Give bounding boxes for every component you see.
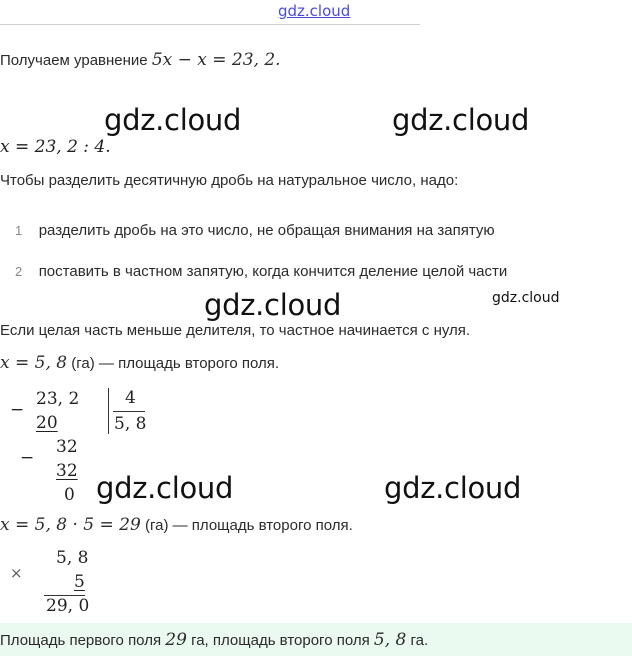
division-final: 0 xyxy=(64,485,75,505)
multiplication-math: x = 5, 8 · 5 = 29 xyxy=(0,515,141,535)
list-text: разделить дробь на это число, не обращая внимания на запятую xyxy=(38,222,495,239)
multiplication-factor-b: 5 xyxy=(74,572,85,592)
division-subtrahend-2: 32 xyxy=(56,461,78,481)
answer-value-1: 29 xyxy=(165,630,187,650)
answer-pre: Площадь первого поля xyxy=(0,632,162,649)
multiplication-line xyxy=(0,515,353,535)
zero-rule: Если целая часть меньше делителя, то частное начинается с нуля. xyxy=(0,322,471,339)
list-text: поставить в частном запятую, когда кончится деление целой части xyxy=(38,263,508,280)
equation-prefix: Получаем уравнение xyxy=(0,52,148,69)
division-quotient: 5, 8 xyxy=(114,414,147,434)
watermark-row1-left: gdz.cloud xyxy=(104,103,242,137)
list-item xyxy=(15,222,495,240)
multiplication-text: (га) — площадь второго поля. xyxy=(144,517,353,534)
rule-intro: Чтобы разделить десятичную дробь на натуральное число, надо: xyxy=(0,172,459,189)
watermark-row3-left: gdz.cloud xyxy=(96,471,234,505)
equation-math: 5x − x = 23, 2. xyxy=(151,50,281,70)
list-index: 1 xyxy=(15,223,23,238)
answer-post: га. xyxy=(410,632,429,649)
top-divider xyxy=(0,24,420,25)
division-divisor: 4 xyxy=(125,388,136,408)
answer-line xyxy=(0,630,428,650)
division-dividend: 23, 2 xyxy=(36,389,80,409)
division-bracket xyxy=(108,388,109,434)
equation-line xyxy=(0,50,281,70)
multiplication-result: 29, 0 xyxy=(46,596,90,616)
watermark-row2-center: gdz.cloud xyxy=(204,288,342,322)
answer-mid: га, площадь второго поля xyxy=(191,632,370,649)
x-equation: x = 23, 2 : 4. xyxy=(0,137,111,157)
x-result-math: x = 5, 8 xyxy=(0,353,68,373)
division-remainder: 32 xyxy=(56,437,78,457)
multiplication-factor-a: 5, 8 xyxy=(56,548,89,568)
list-index: 2 xyxy=(15,264,23,279)
watermark-top: gdz.cloud xyxy=(278,2,351,20)
multiplication-sign: × xyxy=(10,564,23,582)
x-result-text: (га) — площадь второго поля. xyxy=(71,355,280,372)
division-subtrahend-1: 20 xyxy=(36,413,58,433)
division-minus-1: − xyxy=(10,400,25,420)
division-minus-2: − xyxy=(20,448,35,468)
watermark-row3-right: gdz.cloud xyxy=(384,471,522,505)
watermark-row2-right: gdz.cloud xyxy=(492,290,560,306)
division-bar xyxy=(113,411,145,412)
list-item xyxy=(15,263,507,281)
watermark-row1-right: gdz.cloud xyxy=(392,103,530,137)
x-result-line xyxy=(0,353,279,373)
answer-value-2: 5, 8 xyxy=(373,630,407,650)
